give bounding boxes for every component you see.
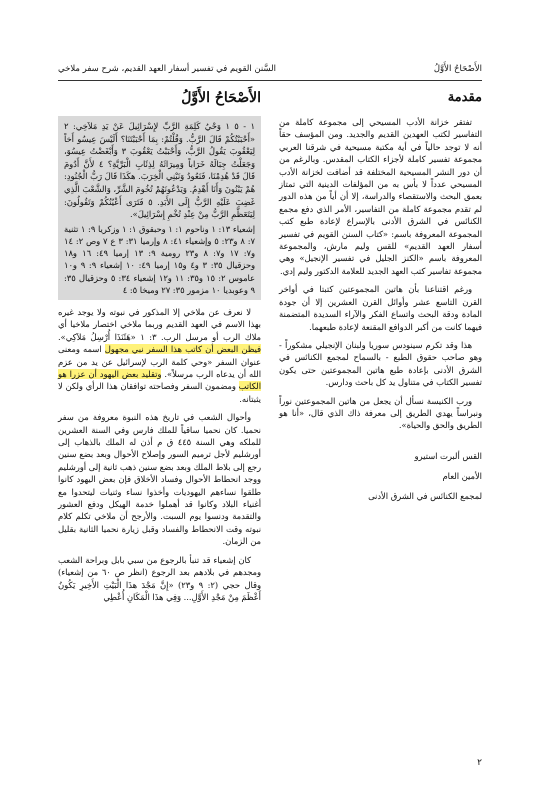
- running-header-chapter: الأَصْحَاحُ الأَوَّلُ: [433, 64, 482, 74]
- signature-block: [279, 446, 482, 506]
- introduction-paragraph-2: ورغم اقتناعنا بأن هاتين المجموعتين كتبتا في أواخر القرن التاسع عشر وأوائل القرن العشرين إلا أن جودة المادة ودقة البحث واتساع الفكر والآراء السديدة المتضمنة فيهما كانت من أكبر الدوافع المقنعة لإعادة طبعهما.: [279, 284, 482, 332]
- chapter-heading: الأَصْحَاحُ الأَوَّلُ: [181, 90, 261, 106]
- signature-organization: لمجمع الكنائس في الشرق الأدنى: [368, 490, 482, 501]
- scripture-verses: ١ - ٥ ١ وَحْيُ كَلِمَةِ الرَّبِّ لإِسْرَائِيلَ عَنْ يَدِ مَلاَخِي: ٢ «أَحْبَبْتُكُمْ قَالَ الرَّبُّ. وَقُلْتُمْ: بِمَا أَحْبَبْتَنَا؟ أَلَيْسَ عِيسُو أَخاً لِيَعْقُوبَ يَقُولُ الرَّبُّ، وَأَحْبَبْتُ يَعْقُوبَ ٣ وَأَبْغَضْتُ عِيسُوَ، وَجَعَلْتُ جِبَالَهُ خَرَاباً وَمِيرَاثَهُ لِذِئَابِ الْبَرِّيَّةِ؟ ٤ لأَنَّ أَدُومَ قَالَ قَدْ هُدِمْنَا، فَنَعُودُ وَنَبْنِي الْخِرَبَ. هكَذَا قَالَ رَبُّ الْجُنُودِ: هُمْ يَبْنُونَ وَأَنَا أَهْدِمُ. وَيَدْعُونَهُمْ تُخُومَ الشَّرِّ، وَالشَّعْبَ الَّذِي غَضِبَ عَلَيْهِ الرَّبُّ إِلَى الأَبَدِ. ٥ فَتَرَى أَعْيُنُكُمْ وَتَقُولُونَ: لِيَتَعَظَّمِ الرَّبُّ مِنْ عِنْدِ تُخْمِ إِسْرَائِيلَ».: [64, 121, 255, 220]
- page-number: ٢: [477, 758, 482, 768]
- commentary-text: لا نعرف عن ملاخي إلا المذكور في نبوته ولا يوجد غيره بهذا الاسم في العهد القديم وربما ملاخي اختصار ملاخيا أي ملاك الرب أو مرسل الرب. ٣: ١ «هَئَنَذَا أُرْسِلُ مَلاَكِي».: [58, 306, 261, 342]
- running-header: [58, 62, 482, 76]
- signature-name: القس ألبرت استيرو: [414, 450, 482, 461]
- introduction-column: [279, 90, 482, 506]
- cross-references: إشعياء ١٣: ١ وناحوم ١: ١ وحبقوق ١: ١ وزكريا ٩: ١ تثنية ٧: ٨ و٢٣: ٥ وإشعياء ٤١: ٨ وإرميا ٣١: ٣ ع ٧ وص ٢: ١٤ و٧: ١٧ و٧: ٨ و٢٣ رومية ٩: ١٣ إرميا ٤٩: ١٦ و١٨ وحزقيال ٣٥: ٣ و٤ و١٥ إرميا ٤٩: ١٠ إشعياء ٩: ٩ و١٠ عاموس ٢: ١٥ و٣٥: ١١ و١٢ إشعياء ٣٤: ٥ وحزقيال ٣٥: ٩ وعوبديا ١٠ مزمور ٣٥: ٢٧ وميخا ٥: ٤: [64, 223, 256, 295]
- commentary-paragraph-2: وأحوال الشعب في تاريخ هذه النبوة معروفة من سفر نحميا. كان نحميا ساقياً للملك فارس وفي السنة العشرين للملكه وهي السنة ٤٤٥ ق م أذن له الملك بالذهاب إلى أورشليم لأجل ترميم السور وإصلاح الأحوال وبعد بضع سنين رجع إلى بلاط الملك وبعد بضع سنين ذهب ثانية إلى أورشليم ووجد انحطاط الأحوال وفساد الأخلاق فإن بعض اليهود كانوا طلقوا نساءهم اليهوديات وأخذوا نساء وثنيات ليتحدوا مع أغنياء البلاد وكانوا قد أهملوا خدمة الهيكل ودفع العشور والتقدمة ودنسوا يوم السبت. والأرجح أن ملاخي تكلم كلام نبوته وقت الانحطاط والفساد وقبل زيارة نحميا الثانية بقليل من الزمان.: [58, 412, 261, 547]
- scripture-box: [58, 116, 261, 300]
- introduction-paragraph-1: تفتقر خزانة الأدب المسيحي إلى مجموعة كاملة من التفاسير لكتب العهدين القديم والجديد. ومن المؤسف حقاً أنه لا توجد حالياً في أية مكتبة مسيحية في شرقنا العربي مجموعة تفسير كاملة لأجزاء الكتاب المقدس. وبالرغم من أن دور النشر المسيحية المختلفة قد أضافت لخزانة الأدب المسيحي عدداً لا بأس به من المؤلفات الدينية التي تمتاز بعمق البحث والاستقصاء والدراسة، إلا أن أياً من هذه الدور لم تقدم مجموعة كاملة من التفاسير، الأمر الذي دفع مجمع الكنائس في الشرق الأدنى بالإسراع لإعادة طبع كتب المجموعة المعروفة باسم: «كتاب السنن القويم في تفسير أسفار العهد القديم» للقس وليم مارش، والمجموعة المعروفة باسم «الكنز الجليل في تفسير الإنجيل» وهي مجموعة تفاسير كتب العهد الجديد للعلامة الدكتور وليم إدي.: [279, 117, 482, 276]
- signature-title: الأمين العام: [442, 470, 482, 481]
- highlighted-text: وتقليد بعض اليهود أن عزرا هو الكاتب: [58, 369, 261, 392]
- highlighted-text: فيظن البعض أن كاتب هذا السفر نبي مجهول: [104, 344, 261, 355]
- introduction-heading: مقدمة: [447, 90, 482, 105]
- running-header-book-title: السَّنن القويم في تفسير أسفار العهد القديم، شرح سفر ملاخي: [58, 64, 276, 74]
- header-rule: [58, 80, 482, 81]
- commentary-text: اسمه ومعنى عنوان السفر «وحي كلمة الرب لإسرائيل عن يد من عزم الله أن يدعاه الرب مرسلاً».: [58, 344, 262, 379]
- introduction-paragraph-4: ورب الكنيسة نسأل أن يجعل من هاتين المجموعتين نوراً ونبراساً يهدي الطريق إلى معرفة ذاك الذي قال، «أنا هو الطريق والحق والحياة».: [279, 395, 482, 431]
- commentary-paragraph-1: [58, 306, 261, 405]
- commentary-text: ومضمون السفر وفصاحته توافقان هذا الرأي ولكن لا يثبتانه.: [58, 381, 261, 404]
- commentary-paragraph-3: كان إشعياء قد تنبأ بالرجوع من سبي بابل وبراحة الشعب ومجدهم في بلادهم بعد الرجوع (انظر ص ٦٠ من إشعياء) وقال حجي (٢: ٩ و٢٣) «إِنَّ مَجْدَ هذَا الْبَيْتِ الأَخِيرِ يَكُونُ أَعْظَمَ مِنْ مَجْدِ الأَوَّلِ... وَفِي هذَا الْمَكَانِ أُعْطِي: [58, 554, 262, 602]
- introduction-paragraph-3: هذا وقد تكرم سينودس سوريا ولبنان الإنجيلي مشكوراً - وهو صاحب حقوق الطبع - بالسماح لمجمع الكنائس في الشرق الأدنى بإعادة طبع هاتين المجموعتين حتى يكون تفسير الكتاب في متناول يد كل باحث ودارس.: [279, 339, 482, 388]
- chapter-column: [58, 90, 261, 609]
